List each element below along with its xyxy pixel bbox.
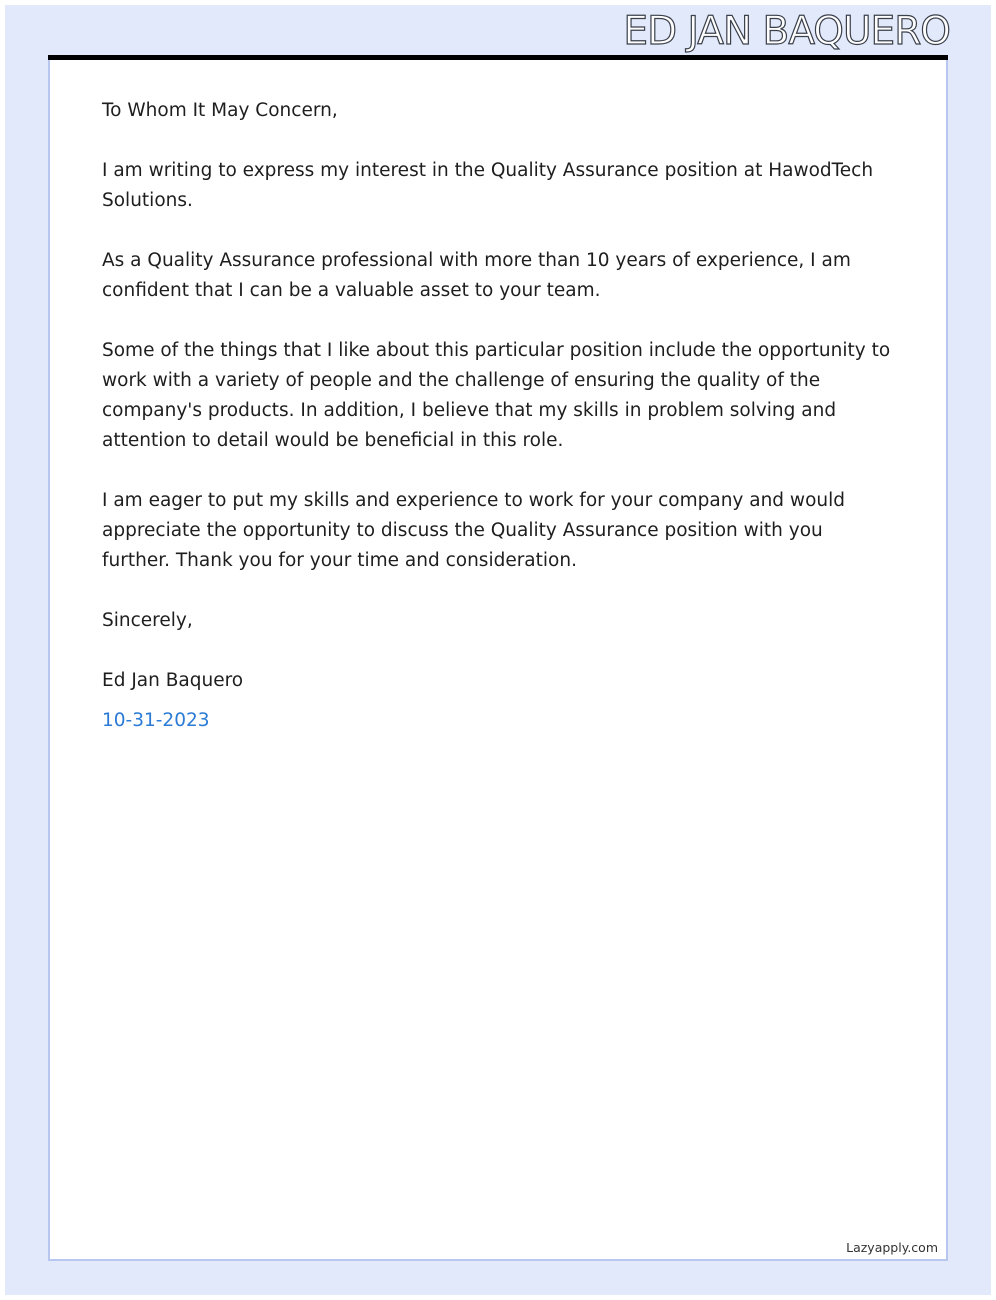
letter-date: 10-31-2023 xyxy=(102,710,210,731)
letter-sheet xyxy=(48,60,948,1261)
applicant-name-header: ED JAN BAQUERO xyxy=(623,9,950,54)
salutation: To Whom It May Concern, xyxy=(102,100,338,121)
paragraph-experience: As a Quality Assurance professional with more than 10 years of experience, I am confident that I can be a valuable asset to your team. xyxy=(102,250,851,301)
paragraph-closing: I am eager to put my skills and experience to work for your company and would appreciate the opportunity to discuss the Quality Assurance position with you further. Thank you for your time and consideration. xyxy=(102,490,845,571)
paragraph-motivation: Some of the things that I like about this particular position include the opportunity to work with a variety of people and the challenge of ensuring the quality of the company's products. In addition, I believe that my skills in problem solving and attention to detail would be beneficial in this role. xyxy=(102,340,891,451)
closing: Sincerely, xyxy=(102,610,193,631)
signature-name: Ed Jan Baquero xyxy=(102,670,244,691)
cover-letter-body xyxy=(102,96,892,736)
watermark: Lazyapply.com xyxy=(846,1240,938,1255)
paragraph-intro: I am writing to express my interest in the Quality Assurance position at HawodTech Solutions. xyxy=(102,160,874,211)
